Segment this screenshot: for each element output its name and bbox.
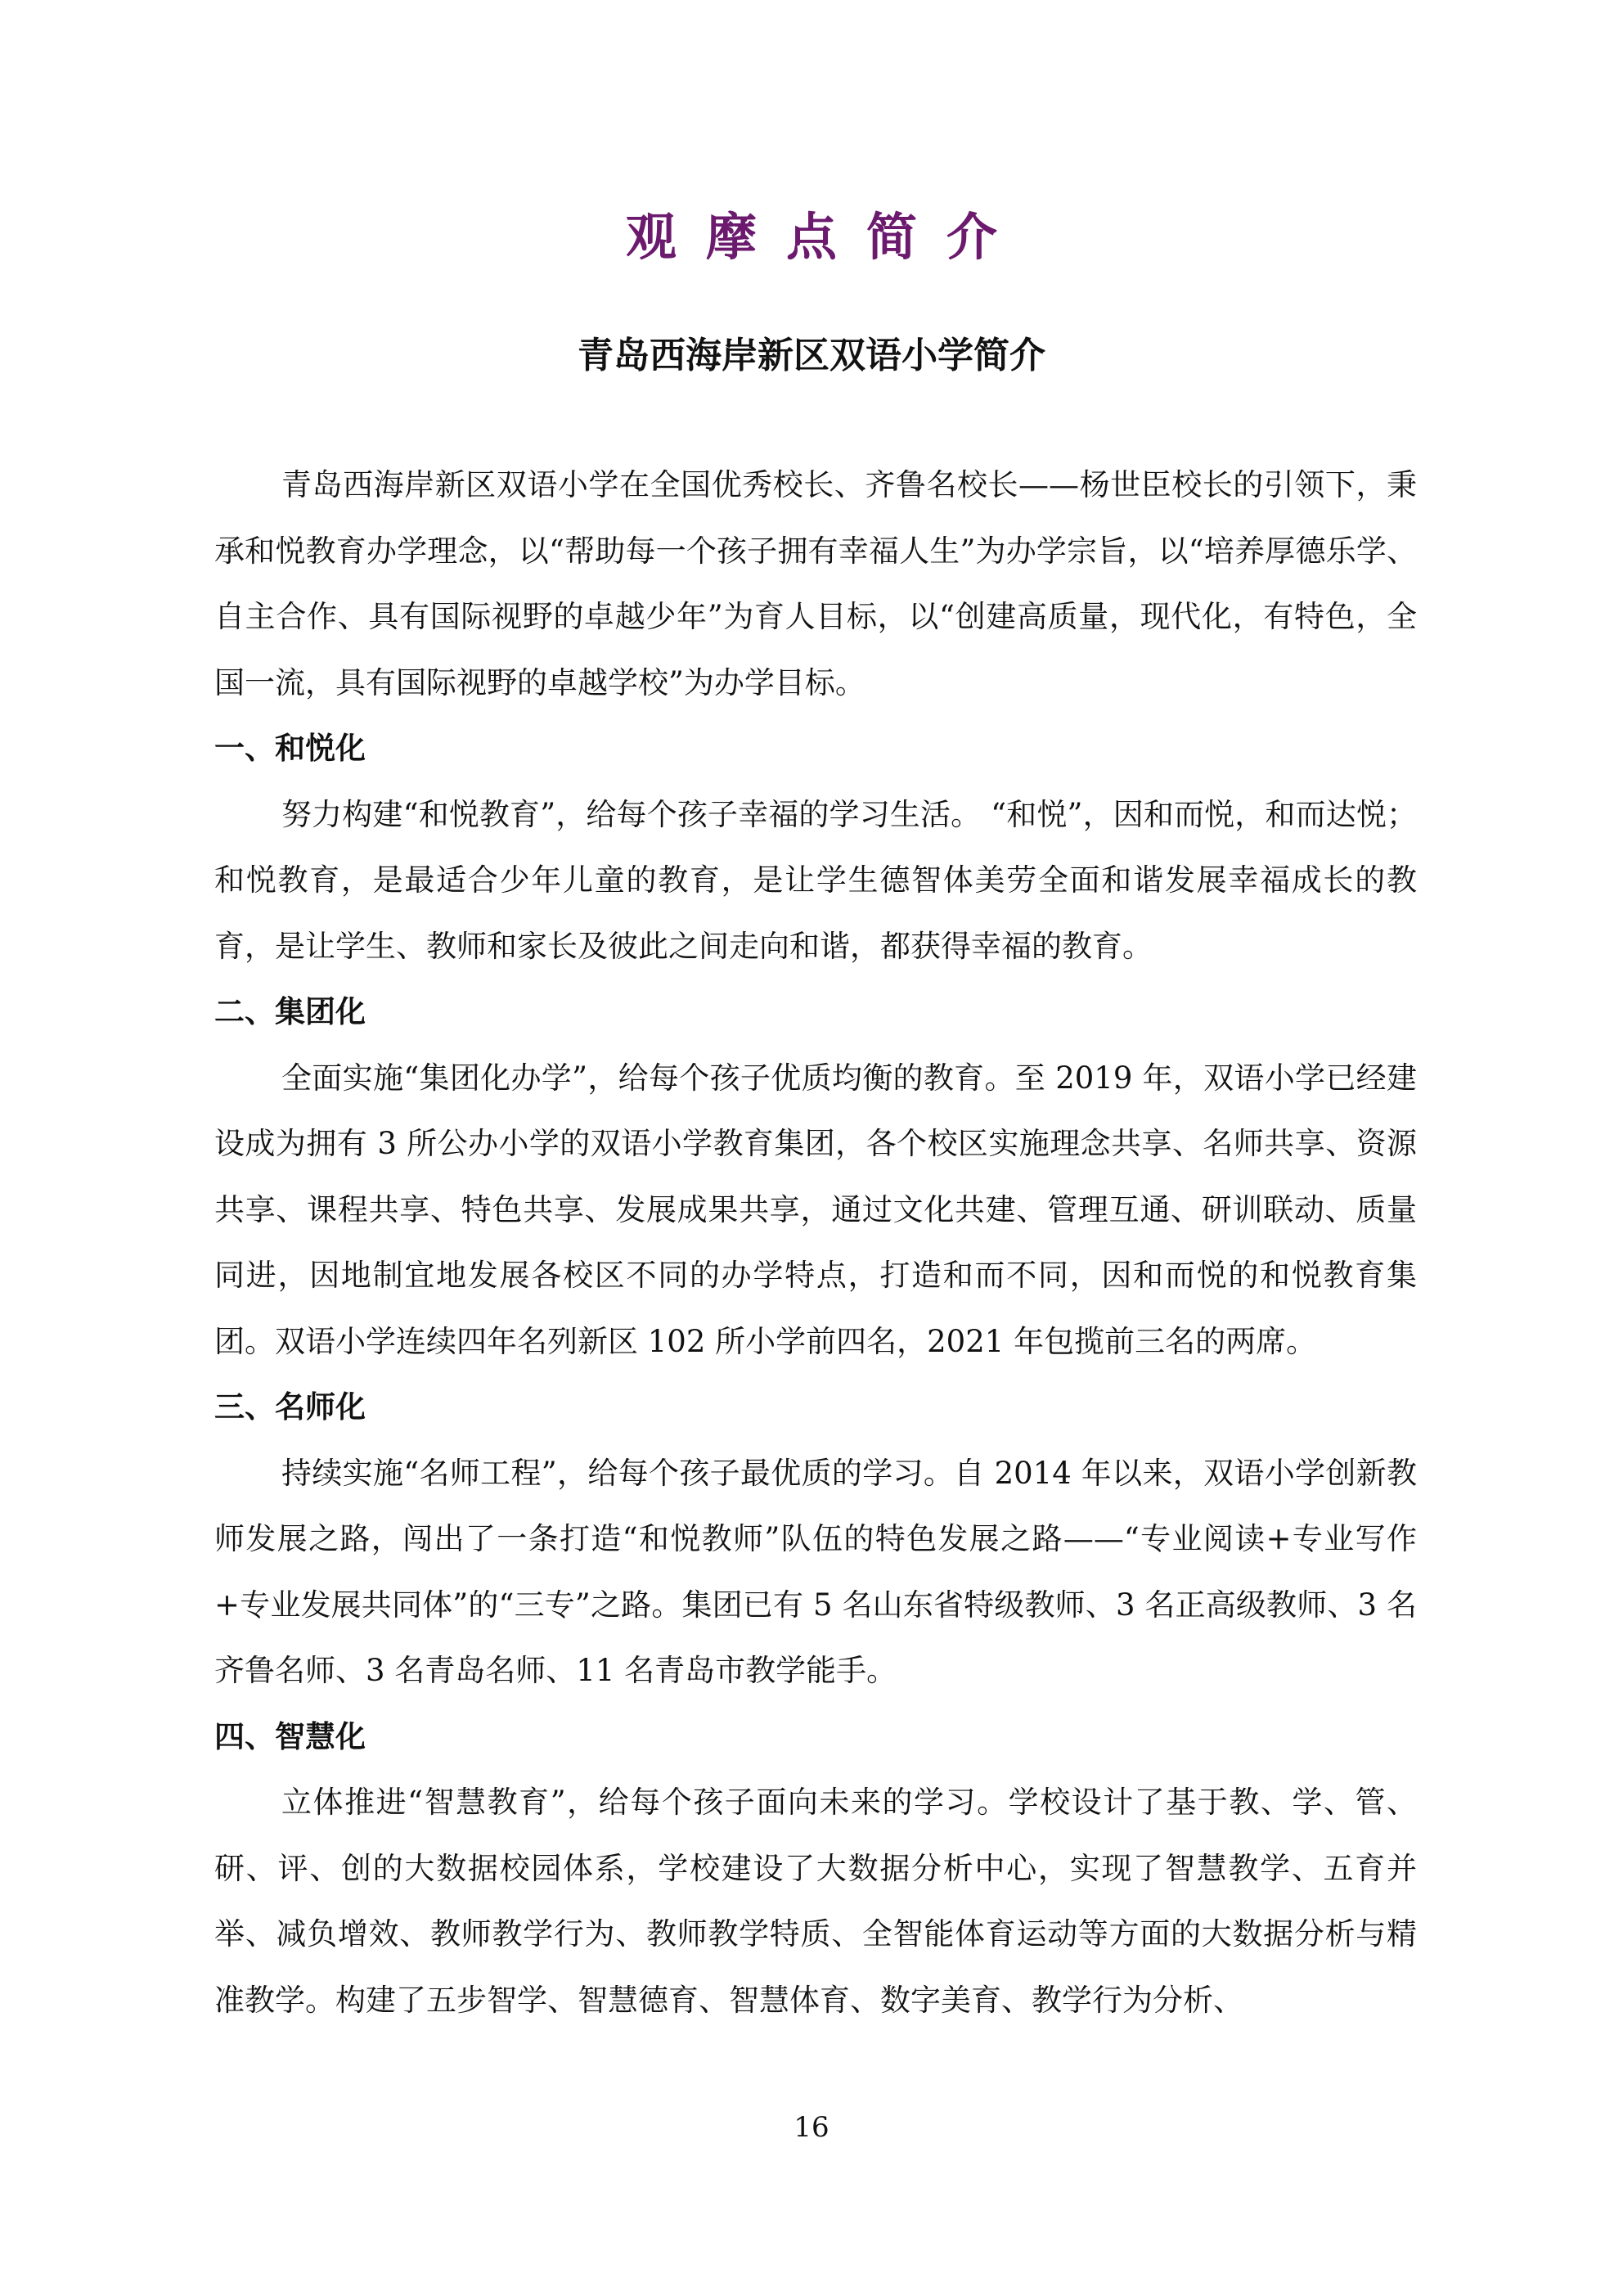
section-heading: 四、智慧化 [214, 1718, 366, 1754]
section-harmony [214, 716, 1417, 979]
section-heading: 一、和悦化 [214, 731, 366, 766]
section-paragraph: 立体推进“智慧教育”，给每个孩子面向未来的学习。学校设计了基于教、学、管、研、评、创的大数据校园体系，学校建设了大数据分析中心，实现了智慧教学、五育并举、减负增效、教师教学行为、教师教学特质、全智能体育运动等方面的大数据分析与精准教学。构建了五步智学、智慧德育、智慧体育、数字美育、教学行为分析、 [214, 1785, 1417, 2018]
section-famous-teachers [214, 1375, 1417, 1704]
document-body [214, 452, 1417, 2033]
section-paragraph: 努力构建“和悦教育”，给每个孩子幸福的学习生活。 “和悦”，因和而悦，和而达悦；和悦教育，是最适合少年儿童的教育，是让学生德智体美劳全面和谐发展幸福成长的教育，是让学生、教师和家长及彼此之间走向和谐，都获得幸福的教育。 [214, 796, 1417, 964]
page-number: 16 [794, 2111, 829, 2144]
intro-paragraph: 青岛西海岸新区双语小学在全国优秀校长、齐鲁名校长——杨世臣校长的引领下，秉承和悦教育办学理念，以“帮助每一个孩子拥有幸福人生”为办学宗旨，以“培养厚德乐学、自主合作、具有国际视野的卓越少年”为育人目标，以“创建高质量，现代化，有特色，全国一流，具有国际视野的卓越学校”为办学目标。 [214, 467, 1417, 700]
section-smart [214, 1704, 1417, 2034]
page-title: 观摩点简介 [625, 207, 1027, 267]
school-intro-title: 青岛西海岸新区双语小学简介 [578, 335, 1045, 376]
section-heading: 三、名师化 [214, 1389, 366, 1425]
section-heading: 二、集团化 [214, 994, 366, 1029]
section-paragraph: 持续实施“名师工程”，给每个孩子最优质的学习。自 2014 年以来，双语小学创新教师发展之路，闯出了一条打造“和悦教师”队伍的特色发展之路——“专业阅读+专业写作+专业发展共同体”的“三专”之路。集团已有 5 名山东省特级教师、3 名正高级教师、3 名齐鲁名师、3 名青岛名师、11 名青岛市教学能手。 [214, 1455, 1417, 1688]
section-paragraph: 全面实施“集团化办学”，给每个孩子优质均衡的教育。至 2019 年，双语小学已经建设成为拥有 3 所公办小学的双语小学教育集团，各个校区实施理念共享、名师共享、资源共享、课程共享、特色共享、发展成果共享，通过文化共建、管理互通、研训联动、质量同进，因地制宜地发展各校区不同的办学特点，打造和而不同，因和而悦的和悦教育集团。双语小学连续四年名列新区 102 所小学前四名，2021 年包揽前三名的两席。 [214, 1060, 1417, 1359]
section-group [214, 979, 1417, 1375]
